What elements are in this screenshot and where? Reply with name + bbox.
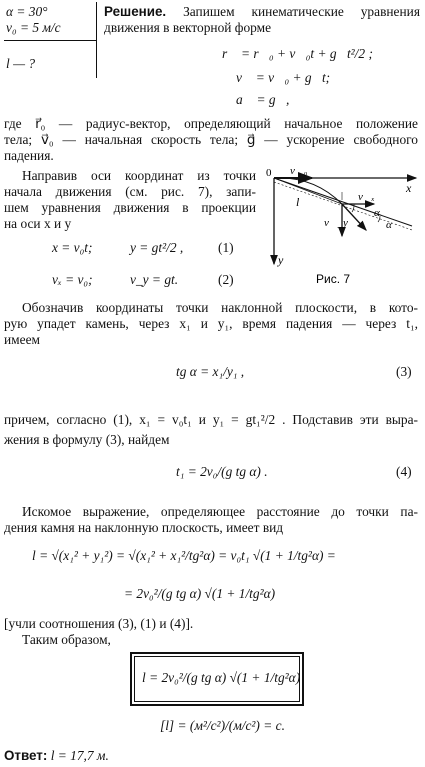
axes-line-4: на оси x и y	[4, 216, 72, 231]
since-line-1: причем, согласно (1), x₁ = v₀t₁ и y₁ = gt₁²/2 . Подставив эти выра-	[4, 412, 418, 427]
eq1-right: y = gt²/2 ,	[130, 240, 184, 255]
eq-v: v⃗ = v⃗₀ + g⃗t;	[236, 70, 331, 85]
fig-label-vx: v⃗ₓ	[358, 191, 375, 203]
eq-l-line-2: = 2v₀²/(g tg α) √(1 + 1/tg²α)	[124, 586, 276, 601]
eq2-left: vₓ = v₀;	[52, 272, 93, 287]
note: [учли соотношения (3), (1) и (4)].	[4, 616, 194, 631]
eq-r: r⃗ = r⃗₀ + v⃗₀t + g⃗t²/2 ;	[222, 46, 373, 61]
eq4: t₁ = 2v₀/(g tg α) .	[176, 464, 268, 479]
final-formula: l = 2v₀²/(g tg α) √(1 + 1/tg²α)	[142, 670, 301, 685]
fig-label-y: y	[278, 253, 284, 267]
thus: Таким образом,	[22, 632, 111, 647]
eq1-number: (1)	[218, 240, 234, 255]
eq1-left: x = v₀t;	[52, 240, 93, 255]
sought-line-1: Искомое выражение, определяющее расстояние до точки па-	[22, 504, 418, 519]
axes-line-2: начала движения (см. рис. 7), запи-	[4, 184, 256, 199]
fig-caption: Рис. 7	[316, 272, 351, 286]
given-alpha: α = 30°	[6, 4, 48, 19]
solution-intro-1	[104, 4, 420, 20]
figure-7	[262, 164, 422, 289]
fig-label-x: x	[406, 181, 412, 195]
coords-line-2: рую упадет камень, через x₁ и y₁, время падения — через t₁,	[4, 316, 418, 331]
fig-label-vy: v⃗_y	[324, 217, 348, 229]
fig-label-alpha-1: α	[374, 207, 380, 219]
eq2-number: (2)	[218, 272, 234, 287]
eq4-number: (4)	[396, 464, 412, 479]
desc-line-1: где r⃗₀ — радиус-вектор, определяющий начальное положение	[4, 116, 418, 131]
fig-label-alpha-2: α	[386, 219, 392, 231]
since-line-2: жения в формулу (3), найдем	[4, 432, 170, 447]
fig-label-v0: v⃗₀	[290, 165, 308, 177]
axes-line-3: шем уравнения движения в проекции	[4, 200, 256, 215]
answer-label: Ответ:	[4, 748, 48, 763]
solution-intro-2: движения в векторной форме	[104, 20, 272, 35]
intro-text-1: Запишем кинематические уравнения	[183, 4, 420, 19]
eq3-number: (3)	[396, 364, 412, 379]
eq3: tg α = x₁/y₁ ,	[176, 364, 245, 379]
fig-label-l: l	[296, 195, 300, 209]
desc-line-3: падения.	[4, 148, 54, 163]
units: [l] = (м²/с²)/(м/с²) = с.	[160, 718, 285, 733]
sought-line-2: дения камня на наклонную плоскость, имеет вид	[4, 520, 284, 535]
given-divider	[96, 2, 97, 78]
eq-l-line-1: l = √(x₁² + y₁²) = √(x₁² + x₁²/tg²α) = v₀t₁ √(1 + 1/tg²α) =	[32, 548, 336, 563]
fig-label-origin: 0	[266, 167, 272, 179]
answer-value: l = 17,7 м.	[50, 748, 109, 763]
eq-a: a⃗ = g⃗,	[236, 92, 290, 107]
desc-line-2: тела; v⃗₀ — начальная скорость тела; g⃗ — ускорение свободного	[4, 132, 418, 147]
solution-title: Решение.	[104, 4, 167, 19]
given-find: l — ?	[6, 56, 36, 71]
axes-line-1: Направив оси координат из точки	[22, 168, 256, 183]
coords-line-1: Обозначив координаты точки наклонной плоскости, в кото-	[22, 300, 418, 315]
eq2-right: v_y = gt.	[130, 272, 179, 287]
given-v0: v₀ = 5 м/с	[6, 20, 61, 35]
answer	[4, 748, 109, 764]
coords-line-3: имеем	[4, 332, 41, 347]
given-hline	[4, 40, 96, 41]
